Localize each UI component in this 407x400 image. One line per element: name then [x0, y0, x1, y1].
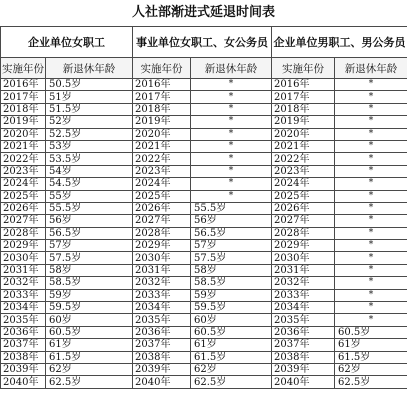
year-cell: 2035年: [1, 314, 46, 326]
age-cell: 61岁: [335, 339, 407, 351]
year-cell: 2040年: [1, 376, 46, 388]
age-cell: 62岁: [335, 363, 407, 375]
year-cell: 2017年: [133, 91, 191, 103]
age-cell: 58.5岁: [191, 277, 272, 289]
table-row: [1, 128, 407, 140]
table-body: [1, 79, 407, 389]
year-cell: 2021年: [1, 140, 46, 152]
table-row: [1, 326, 407, 338]
age-cell: 52.5岁: [46, 128, 133, 140]
year-cell: 2031年: [1, 264, 46, 276]
year-cell: 2016年: [133, 79, 191, 91]
age-cell: *: [191, 128, 272, 140]
year-cell: 2017年: [272, 91, 335, 103]
year-cell: 2028年: [1, 227, 46, 239]
year-cell: 2024年: [272, 178, 335, 190]
table-row: [1, 79, 407, 91]
year-cell: 2025年: [272, 190, 335, 202]
age-cell: 51岁: [46, 91, 133, 103]
age-cell: 56.5岁: [46, 227, 133, 239]
year-cell: 2022年: [272, 153, 335, 165]
age-cell: 58岁: [191, 264, 272, 276]
age-cell: *: [335, 314, 407, 326]
year-cell: 2020年: [272, 128, 335, 140]
subheader-year: 实施年份: [133, 58, 191, 79]
year-cell: 2039年: [133, 363, 191, 375]
age-cell: 57.5岁: [191, 252, 272, 264]
table-row: [1, 215, 407, 227]
subheader-year: 实施年份: [1, 58, 46, 79]
year-cell: 2038年: [272, 351, 335, 363]
age-cell: *: [335, 252, 407, 264]
age-cell: *: [335, 240, 407, 252]
year-cell: 2033年: [272, 289, 335, 301]
age-cell: *: [335, 277, 407, 289]
age-cell: *: [335, 116, 407, 128]
subheader-age: 新退休年龄: [46, 58, 133, 79]
table-row: [1, 314, 407, 326]
year-cell: 2032年: [1, 277, 46, 289]
age-cell: 56岁: [46, 215, 133, 227]
year-cell: 2023年: [272, 165, 335, 177]
age-cell: 60岁: [191, 314, 272, 326]
page-title: 人社部渐进式延退时间表: [0, 0, 407, 26]
age-cell: 60.5岁: [335, 326, 407, 338]
year-cell: 2036年: [272, 326, 335, 338]
age-cell: *: [335, 202, 407, 214]
year-cell: 2019年: [133, 116, 191, 128]
group-header-row: [1, 27, 407, 58]
age-cell: 59岁: [191, 289, 272, 301]
year-cell: 2021年: [272, 140, 335, 152]
year-cell: 2029年: [272, 240, 335, 252]
year-cell: 2016年: [272, 79, 335, 91]
year-cell: 2018年: [1, 103, 46, 115]
year-cell: 2030年: [133, 252, 191, 264]
subheader-age: 新退休年龄: [335, 58, 407, 79]
age-cell: 50.5岁: [46, 79, 133, 91]
year-cell: 2024年: [1, 178, 46, 190]
year-cell: 2036年: [133, 326, 191, 338]
age-cell: 58岁: [46, 264, 133, 276]
age-cell: *: [191, 178, 272, 190]
year-cell: 2025年: [133, 190, 191, 202]
table-row: [1, 165, 407, 177]
year-cell: 2034年: [272, 302, 335, 314]
year-cell: 2029年: [133, 240, 191, 252]
year-cell: 2016年: [1, 79, 46, 91]
age-cell: *: [191, 140, 272, 152]
year-cell: 2018年: [133, 103, 191, 115]
group-header-institution-female: 事业单位女职工、女公务员: [133, 27, 272, 58]
year-cell: 2031年: [133, 264, 191, 276]
year-cell: 2038年: [133, 351, 191, 363]
age-cell: 61岁: [191, 339, 272, 351]
age-cell: *: [335, 289, 407, 301]
year-cell: 2040年: [133, 376, 191, 388]
subheader-year: 实施年份: [272, 58, 335, 79]
year-cell: 2021年: [133, 140, 191, 152]
retirement-age-table: [0, 26, 407, 389]
age-cell: 53岁: [46, 140, 133, 152]
table-row: [1, 277, 407, 289]
table-row: [1, 116, 407, 128]
age-cell: 56岁: [191, 215, 272, 227]
age-cell: 54.5岁: [46, 178, 133, 190]
age-cell: *: [335, 165, 407, 177]
year-cell: 2019年: [1, 116, 46, 128]
year-cell: 2023年: [133, 165, 191, 177]
age-cell: 60.5岁: [46, 326, 133, 338]
age-cell: *: [191, 79, 272, 91]
age-cell: 55.5岁: [191, 202, 272, 214]
table-row: [1, 91, 407, 103]
year-cell: 2027年: [1, 215, 46, 227]
table-row: [1, 178, 407, 190]
age-cell: *: [191, 165, 272, 177]
year-cell: 2026年: [1, 202, 46, 214]
group-header-male: 企业单位男职工、男公务员: [272, 27, 407, 58]
year-cell: 2027年: [133, 215, 191, 227]
subheader-row: [1, 58, 407, 79]
table-row: [1, 351, 407, 363]
age-cell: 61.5岁: [335, 351, 407, 363]
table-row: [1, 376, 407, 388]
age-cell: *: [335, 153, 407, 165]
age-cell: 56.5岁: [191, 227, 272, 239]
table-row: [1, 363, 407, 375]
year-cell: 2017年: [1, 91, 46, 103]
year-cell: 2018年: [272, 103, 335, 115]
age-cell: *: [335, 190, 407, 202]
subheader-age: 新退休年龄: [191, 58, 272, 79]
age-cell: *: [335, 140, 407, 152]
age-cell: *: [335, 178, 407, 190]
age-cell: 62.5岁: [46, 376, 133, 388]
year-cell: 2028年: [133, 227, 191, 239]
age-cell: 62.5岁: [191, 376, 272, 388]
year-cell: 2035年: [272, 314, 335, 326]
year-cell: 2023年: [1, 165, 46, 177]
year-cell: 2037年: [133, 339, 191, 351]
age-cell: *: [335, 79, 407, 91]
age-cell: 60岁: [46, 314, 133, 326]
age-cell: *: [191, 153, 272, 165]
year-cell: 2032年: [272, 277, 335, 289]
age-cell: 59岁: [46, 289, 133, 301]
age-cell: *: [335, 227, 407, 239]
age-cell: 52岁: [46, 116, 133, 128]
year-cell: 2035年: [133, 314, 191, 326]
age-cell: *: [191, 91, 272, 103]
table-row: [1, 202, 407, 214]
table-row: [1, 339, 407, 351]
year-cell: 2034年: [133, 302, 191, 314]
year-cell: 2031年: [272, 264, 335, 276]
year-cell: 2030年: [1, 252, 46, 264]
age-cell: *: [335, 103, 407, 115]
table-row: [1, 153, 407, 165]
year-cell: 2025年: [1, 190, 46, 202]
age-cell: 55岁: [46, 190, 133, 202]
age-cell: 62.5岁: [335, 376, 407, 388]
year-cell: 2028年: [272, 227, 335, 239]
age-cell: 61.5岁: [46, 351, 133, 363]
year-cell: 2039年: [272, 363, 335, 375]
year-cell: 2019年: [272, 116, 335, 128]
table-row: [1, 302, 407, 314]
year-cell: 2022年: [133, 153, 191, 165]
year-cell: 2026年: [133, 202, 191, 214]
age-cell: *: [335, 215, 407, 227]
age-cell: 57.5岁: [46, 252, 133, 264]
year-cell: 2027年: [272, 215, 335, 227]
year-cell: 2040年: [272, 376, 335, 388]
year-cell: 2030年: [272, 252, 335, 264]
year-cell: 2032年: [133, 277, 191, 289]
age-cell: 62岁: [46, 363, 133, 375]
table-row: [1, 264, 407, 276]
age-cell: *: [335, 91, 407, 103]
year-cell: 2033年: [1, 289, 46, 301]
table-row: [1, 240, 407, 252]
group-header-enterprise-female: 企业单位女职工: [1, 27, 133, 58]
table-row: [1, 227, 407, 239]
age-cell: 55.5岁: [46, 202, 133, 214]
age-cell: 51.5岁: [46, 103, 133, 115]
age-cell: *: [335, 302, 407, 314]
age-cell: 60.5岁: [191, 326, 272, 338]
age-cell: *: [191, 116, 272, 128]
age-cell: *: [191, 103, 272, 115]
year-cell: 2024年: [133, 178, 191, 190]
year-cell: 2037年: [1, 339, 46, 351]
year-cell: 2039年: [1, 363, 46, 375]
year-cell: 2026年: [272, 202, 335, 214]
age-cell: 62岁: [191, 363, 272, 375]
table-row: [1, 140, 407, 152]
table-row: [1, 103, 407, 115]
table-row: [1, 289, 407, 301]
year-cell: 2036年: [1, 326, 46, 338]
age-cell: 58.5岁: [46, 277, 133, 289]
age-cell: 57岁: [191, 240, 272, 252]
age-cell: *: [335, 128, 407, 140]
age-cell: 57岁: [46, 240, 133, 252]
year-cell: 2029年: [1, 240, 46, 252]
year-cell: 2033年: [133, 289, 191, 301]
year-cell: 2034年: [1, 302, 46, 314]
age-cell: *: [335, 264, 407, 276]
age-cell: *: [191, 190, 272, 202]
age-cell: 59.5岁: [191, 302, 272, 314]
age-cell: 61.5岁: [191, 351, 272, 363]
age-cell: 59.5岁: [46, 302, 133, 314]
year-cell: 2038年: [1, 351, 46, 363]
age-cell: 53.5岁: [46, 153, 133, 165]
year-cell: 2020年: [133, 128, 191, 140]
age-cell: 54岁: [46, 165, 133, 177]
table-row: [1, 252, 407, 264]
year-cell: 2022年: [1, 153, 46, 165]
age-cell: 61岁: [46, 339, 133, 351]
year-cell: 2020年: [1, 128, 46, 140]
year-cell: 2037年: [272, 339, 335, 351]
table-row: [1, 190, 407, 202]
